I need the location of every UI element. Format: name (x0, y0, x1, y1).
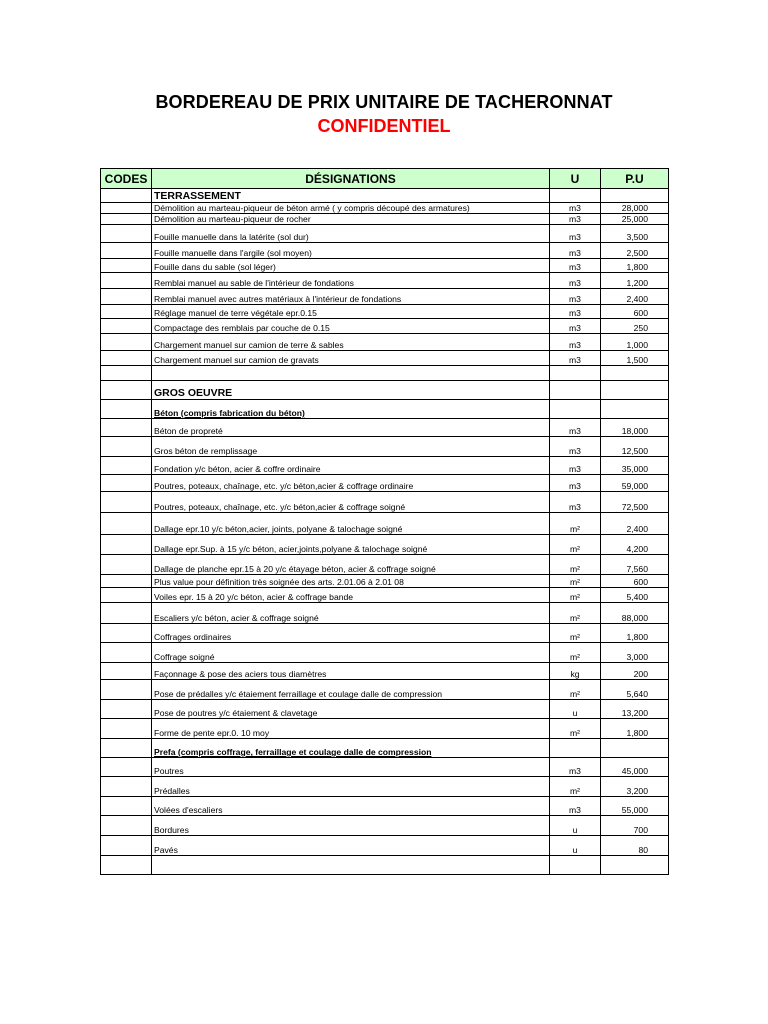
unit-cell: m² (550, 603, 601, 624)
code-cell (101, 856, 152, 875)
code-cell (101, 305, 152, 319)
designation-cell: Poutres (152, 758, 550, 777)
unit-cell: m3 (550, 214, 601, 225)
designation-cell: Coffrages ordinaires (152, 624, 550, 643)
price-cell: 1,800 (601, 719, 669, 739)
code-cell (101, 739, 152, 758)
table-row (101, 816, 669, 836)
price-cell: 2,500 (601, 243, 669, 259)
table-row (101, 797, 669, 816)
price-cell: 5,400 (601, 588, 669, 603)
unit-cell: m3 (550, 305, 601, 319)
table-row (101, 680, 669, 700)
table-row (101, 351, 669, 366)
designation-cell (152, 366, 550, 381)
designation-cell: Béton de propreté (152, 419, 550, 437)
designation-cell: Poutres, poteaux, chaînage, etc. y/c béton,acier & coffrage soigné (152, 492, 550, 513)
unit-cell (550, 189, 601, 203)
code-cell (101, 680, 152, 700)
code-cell (101, 381, 152, 400)
code-cell (101, 663, 152, 680)
code-cell (101, 555, 152, 575)
code-cell (101, 351, 152, 366)
unit-cell (550, 400, 601, 419)
price-cell (601, 189, 669, 203)
designation-cell: Dallage de planche epr.15 à 20 y/c étayage béton, acier & coffrage soigné (152, 555, 550, 575)
code-cell (101, 189, 152, 203)
unit-cell: u (550, 700, 601, 719)
unit-cell: m3 (550, 319, 601, 334)
code-cell (101, 777, 152, 797)
unit-cell: m3 (550, 797, 601, 816)
code-cell (101, 437, 152, 457)
unit-cell: m² (550, 680, 601, 700)
column-header-codes: CODES (101, 169, 152, 189)
unit-cell: m² (550, 555, 601, 575)
designation-cell: Démolition au marteau-piqueur de rocher (152, 214, 550, 225)
table-row (101, 289, 669, 305)
table-row (101, 643, 669, 663)
price-cell: 600 (601, 575, 669, 588)
price-cell: 200 (601, 663, 669, 680)
price-cell: 600 (601, 305, 669, 319)
price-cell: 2,400 (601, 513, 669, 535)
price-cell: 18,000 (601, 419, 669, 437)
price-cell: 25,000 (601, 214, 669, 225)
code-cell (101, 259, 152, 273)
table-row (101, 319, 669, 334)
code-cell (101, 475, 152, 492)
table-row (101, 663, 669, 680)
designation-cell: Fouille manuelle dans la latérite (sol dur) (152, 225, 550, 243)
table-row (101, 719, 669, 739)
designation-cell: Fondation y/c béton, acier & coffre ordinaire (152, 457, 550, 475)
unit-cell: m3 (550, 351, 601, 366)
table-row (101, 457, 669, 475)
code-cell (101, 588, 152, 603)
designation-cell: Voiles epr. 15 à 20 y/c béton, acier & coffrage bande (152, 588, 550, 603)
designation-cell: GROS OEUVRE (152, 381, 550, 400)
designation-cell: Pavés (152, 836, 550, 856)
designation-cell: Chargement manuel sur camion de gravats (152, 351, 550, 366)
unit-cell: m3 (550, 758, 601, 777)
table-row (101, 243, 669, 259)
designation-cell: Pose de prédalles y/c étaiement ferraillage et coulage dalle de compression (152, 680, 550, 700)
table-row (101, 273, 669, 289)
page-title: BORDEREAU DE PRIX UNITAIRE DE TACHERONNAT (155, 92, 613, 112)
unit-cell: m² (550, 777, 601, 797)
table-row (101, 588, 669, 603)
designation-cell: Pose de poutres y/c étaiement & clavetage (152, 700, 550, 719)
price-cell: 2,400 (601, 289, 669, 305)
price-cell: 1,800 (601, 624, 669, 643)
price-cell: 250 (601, 319, 669, 334)
designation-cell: Gros béton de remplissage (152, 437, 550, 457)
designation-cell: Remblai manuel avec autres matériaux à l'intérieur de fondations (152, 289, 550, 305)
code-cell (101, 273, 152, 289)
price-cell (601, 400, 669, 419)
table-row (101, 437, 669, 457)
price-cell: 88,000 (601, 603, 669, 624)
unit-cell: u (550, 836, 601, 856)
table-row (101, 603, 669, 624)
column-header-unit-price: P.U (601, 169, 669, 189)
price-cell (601, 381, 669, 400)
price-cell: 72,500 (601, 492, 669, 513)
code-cell (101, 289, 152, 305)
table-row (101, 475, 669, 492)
price-cell: 7,560 (601, 555, 669, 575)
table-row (101, 419, 669, 437)
table-header-row (101, 169, 669, 189)
unit-cell: m² (550, 588, 601, 603)
code-cell (101, 719, 152, 739)
designation-cell: Chargement manuel sur camion de terre & sables (152, 334, 550, 351)
section-row (101, 381, 669, 400)
unit-cell (550, 856, 601, 875)
table-row (101, 575, 669, 588)
unit-cell: m3 (550, 419, 601, 437)
unit-cell: m3 (550, 225, 601, 243)
price-cell: 35,000 (601, 457, 669, 475)
price-cell: 3,200 (601, 777, 669, 797)
unit-cell: m3 (550, 203, 601, 214)
unit-cell: m² (550, 643, 601, 663)
unit-cell: m3 (550, 457, 601, 475)
price-cell: 5,640 (601, 680, 669, 700)
designation-cell: Dallage epr.Sup. à 15 y/c béton, acier,joints,polyane & talochage soigné (152, 535, 550, 555)
price-cell: 28,000 (601, 203, 669, 214)
table-row (101, 700, 669, 719)
subsection-row (101, 400, 669, 419)
code-cell (101, 419, 152, 437)
designation-cell: Coffrage soigné (152, 643, 550, 663)
subsection-row (101, 739, 669, 758)
designation-cell: Remblai manuel au sable de l'intérieur de fondations (152, 273, 550, 289)
designation-cell: Escaliers y/c béton, acier & coffrage soigné (152, 603, 550, 624)
price-cell (601, 739, 669, 758)
code-cell (101, 243, 152, 259)
price-cell: 1,500 (601, 351, 669, 366)
table-body (101, 189, 669, 875)
designation-cell: Prefa (compris coffrage, ferraillage et coulage dalle de compression (152, 739, 550, 758)
unit-cell: m² (550, 719, 601, 739)
unit-cell: u (550, 816, 601, 836)
designation-cell: Prédalles (152, 777, 550, 797)
section-row (101, 189, 669, 203)
designation-cell: Poutres, poteaux, chaînage, etc. y/c béton,acier & coffrage ordinaire (152, 475, 550, 492)
price-cell: 700 (601, 816, 669, 836)
price-cell: 80 (601, 836, 669, 856)
code-cell (101, 643, 152, 663)
code-cell (101, 457, 152, 475)
price-cell: 59,000 (601, 475, 669, 492)
code-cell (101, 575, 152, 588)
unit-cell: kg (550, 663, 601, 680)
table-row (101, 305, 669, 319)
code-cell (101, 700, 152, 719)
unit-cell: m3 (550, 437, 601, 457)
designation-cell: TERRASSEMENT (152, 189, 550, 203)
table-row (101, 214, 669, 225)
unit-cell: m3 (550, 492, 601, 513)
code-cell (101, 366, 152, 381)
column-header-unit: U (550, 169, 601, 189)
designation-cell: Fouille dans du sable (sol léger) (152, 259, 550, 273)
code-cell (101, 214, 152, 225)
price-cell: 13,200 (601, 700, 669, 719)
table-row (101, 836, 669, 856)
designation-cell: Dallage epr.10 y/c béton,acier, joints, polyane & talochage soigné (152, 513, 550, 535)
unit-cell: m² (550, 624, 601, 643)
code-cell (101, 797, 152, 816)
designation-cell (152, 856, 550, 875)
table-row (101, 225, 669, 243)
table-row (101, 513, 669, 535)
unit-cell (550, 381, 601, 400)
designation-cell: Bordures (152, 816, 550, 836)
designation-cell: Volées d'escaliers (152, 797, 550, 816)
code-cell (101, 816, 152, 836)
code-cell (101, 836, 152, 856)
empty-row (101, 366, 669, 381)
designation-cell: Réglage manuel de terre végétale epr.0.15 (152, 305, 550, 319)
table-row (101, 492, 669, 513)
table-row (101, 203, 669, 214)
designation-cell: Forme de pente epr.0. 10 moy (152, 719, 550, 739)
code-cell (101, 535, 152, 555)
confidential-label: CONFIDENTIEL (317, 116, 451, 136)
table-row (101, 777, 669, 797)
price-cell: 55,000 (601, 797, 669, 816)
designation-cell: Béton (compris fabrication du béton) (152, 400, 550, 419)
unit-cell: m3 (550, 243, 601, 259)
unit-cell: m² (550, 535, 601, 555)
code-cell (101, 513, 152, 535)
column-header-designations: DÉSIGNATIONS (152, 169, 550, 189)
table-row (101, 334, 669, 351)
designation-cell: Fouille manuelle dans l'argile (sol moyen) (152, 243, 550, 259)
price-table (100, 168, 669, 875)
designation-cell: Démolition au marteau-piqueur de béton armé ( y compris découpé des armatures) (152, 203, 550, 214)
code-cell (101, 492, 152, 513)
table-row (101, 259, 669, 273)
designation-cell: Compactage des remblais par couche de 0.15 (152, 319, 550, 334)
designation-cell: Plus value pour définition très soignée des arts. 2.01.06 à 2.01 08 (152, 575, 550, 588)
price-cell: 3,500 (601, 225, 669, 243)
unit-cell: m3 (550, 273, 601, 289)
code-cell (101, 603, 152, 624)
table-row (101, 624, 669, 643)
price-cell: 1,200 (601, 273, 669, 289)
price-cell (601, 856, 669, 875)
price-cell (601, 366, 669, 381)
unit-cell: m² (550, 575, 601, 588)
price-cell: 4,200 (601, 535, 669, 555)
empty-row (101, 856, 669, 875)
unit-cell: m3 (550, 475, 601, 492)
code-cell (101, 624, 152, 643)
table-row (101, 758, 669, 777)
unit-cell (550, 366, 601, 381)
code-cell (101, 758, 152, 777)
code-cell (101, 400, 152, 419)
table-row (101, 555, 669, 575)
unit-cell: m3 (550, 334, 601, 351)
price-cell: 3,000 (601, 643, 669, 663)
table-row (101, 535, 669, 555)
price-cell: 1,000 (601, 334, 669, 351)
code-cell (101, 319, 152, 334)
unit-cell: m² (550, 513, 601, 535)
designation-cell: Façonnage & pose des aciers tous diamètres (152, 663, 550, 680)
code-cell (101, 203, 152, 214)
price-cell: 45,000 (601, 758, 669, 777)
code-cell (101, 225, 152, 243)
code-cell (101, 334, 152, 351)
unit-cell: m3 (550, 259, 601, 273)
unit-cell: m3 (550, 289, 601, 305)
price-cell: 1,800 (601, 259, 669, 273)
unit-cell (550, 739, 601, 758)
price-cell: 12,500 (601, 437, 669, 457)
